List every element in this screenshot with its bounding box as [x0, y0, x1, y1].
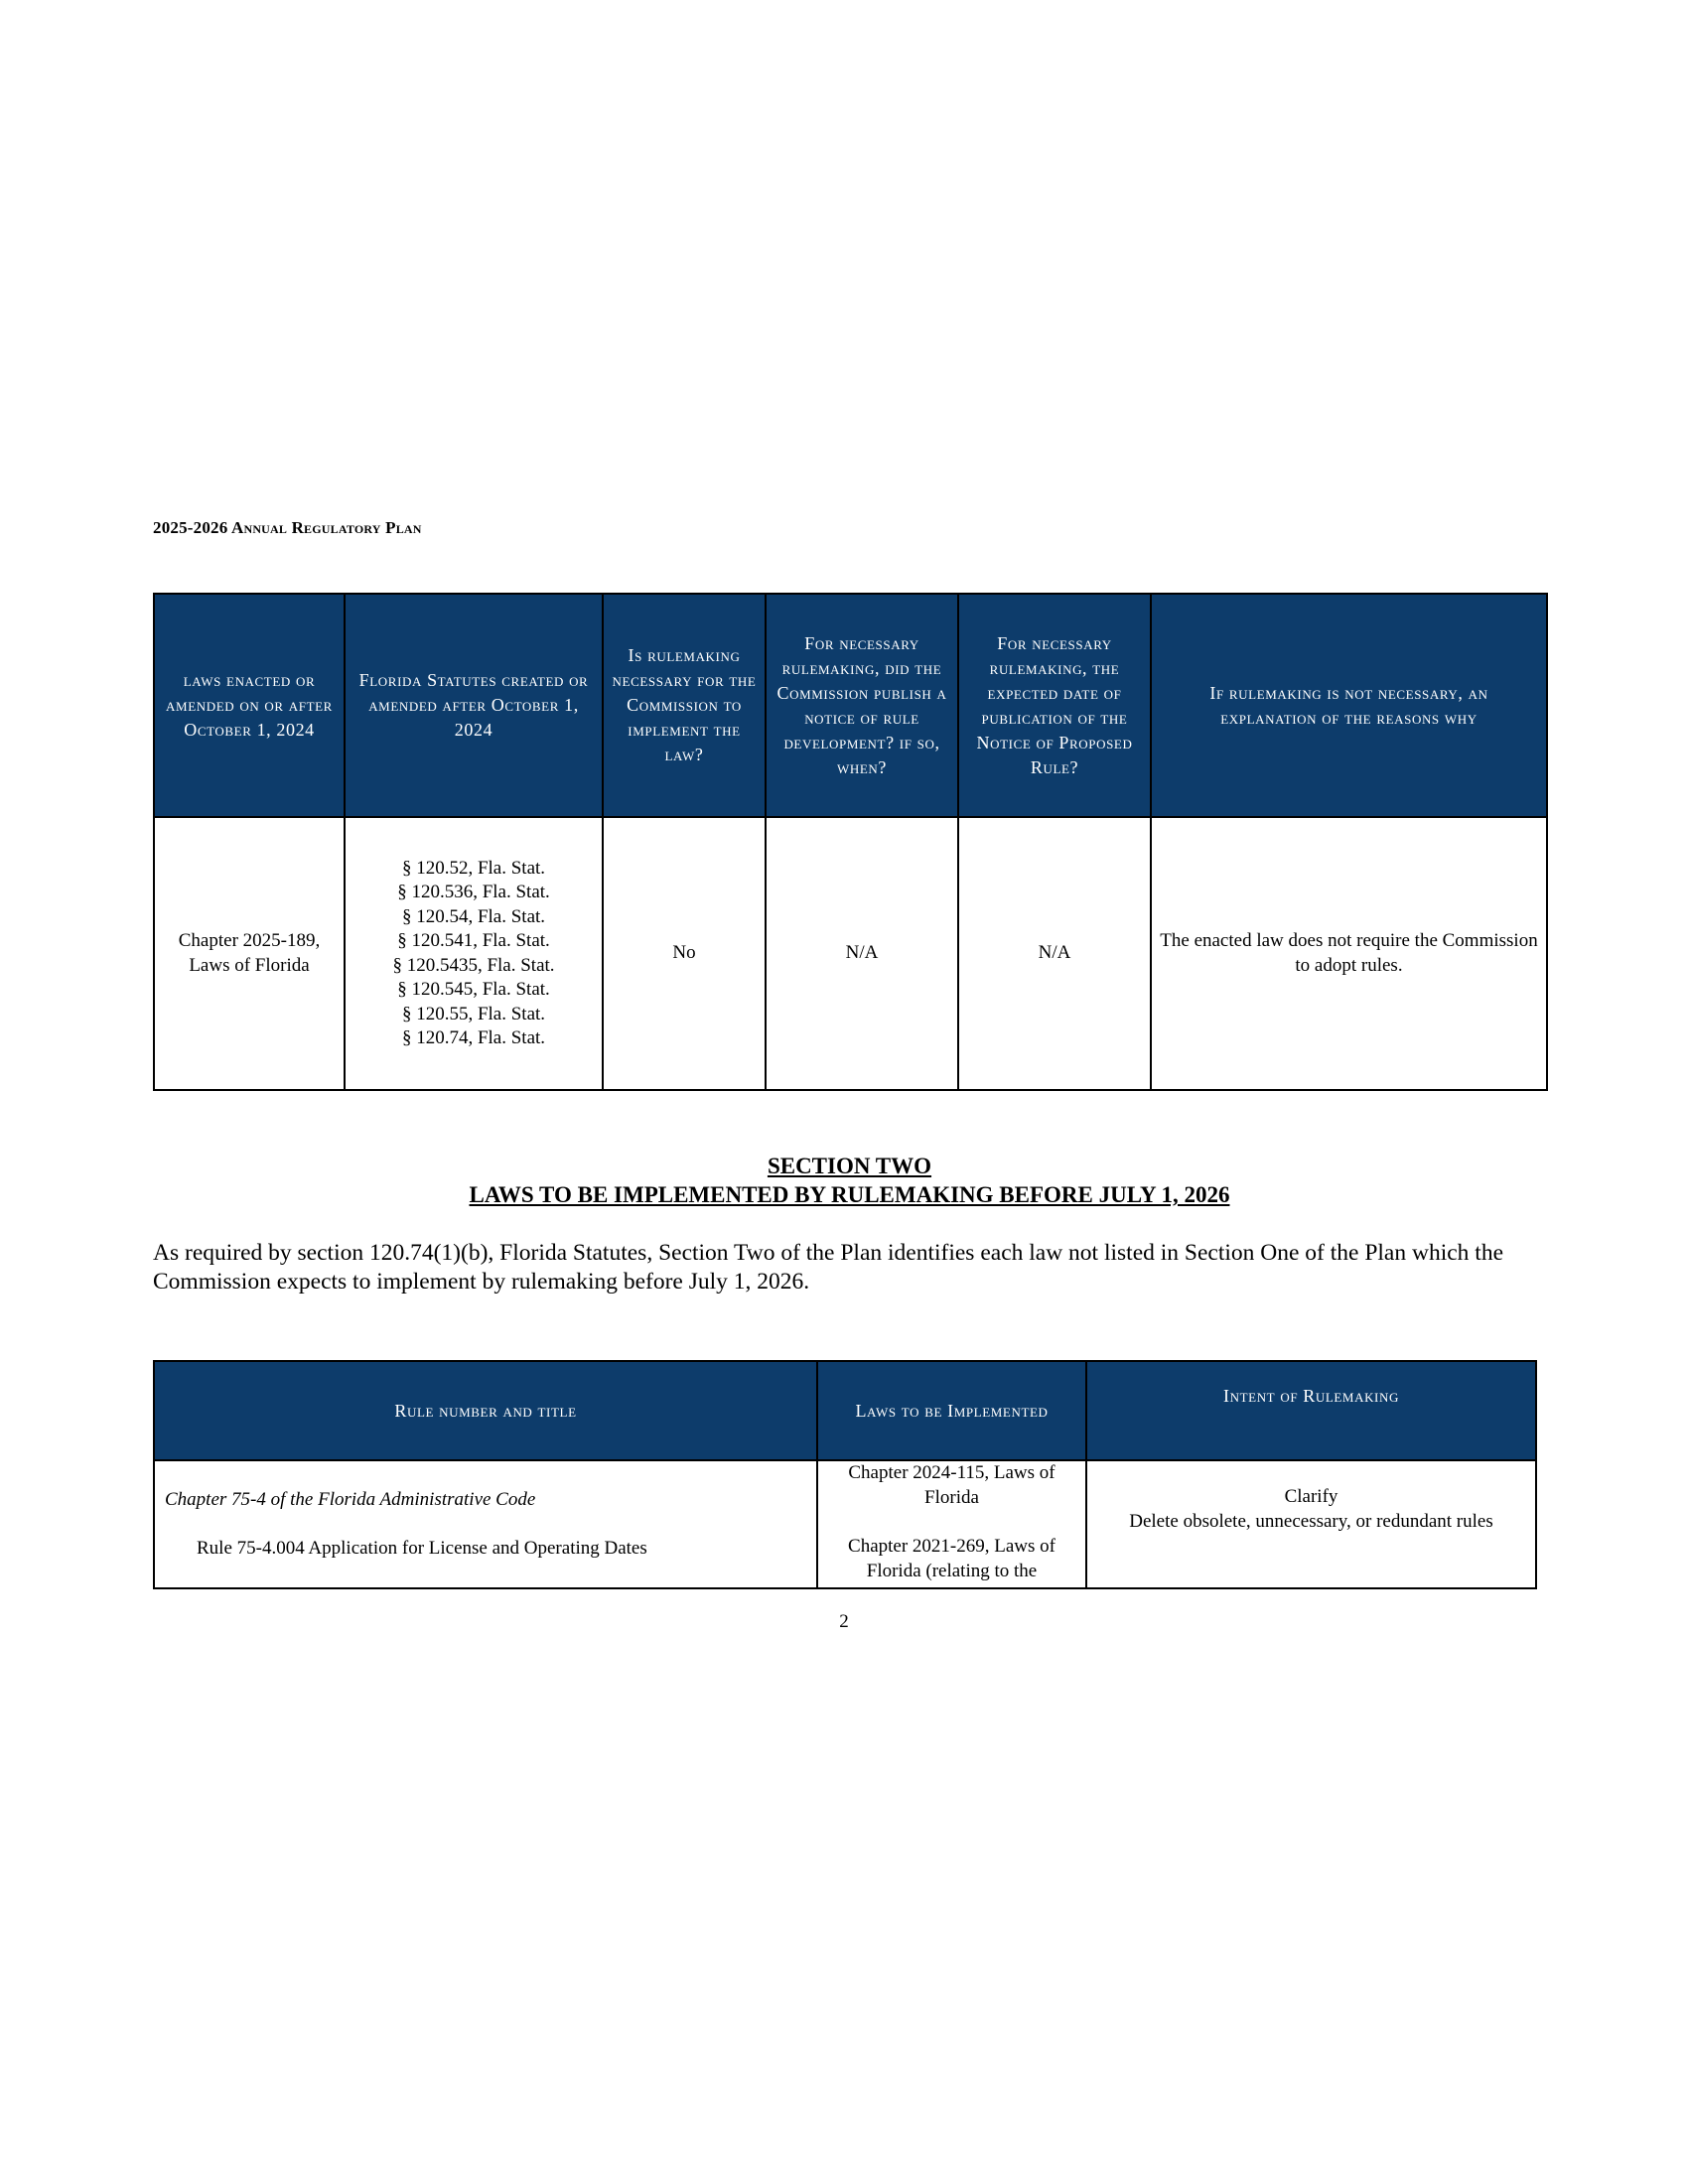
statutes-cell [345, 817, 603, 1090]
intent-line: Clarify [1284, 1486, 1338, 1507]
column-header-explanation: If rulemaking is not necessary, an explanation of the reasons why [1151, 594, 1547, 817]
column-header-rule-number: Rule number and title [154, 1361, 817, 1460]
section-subtitle: LAWS TO BE IMPLEMENTED BY RULEMAKING BEFORE JULY 1, 2026 [469, 1182, 1230, 1207]
law-entry: Chapter 2021-269, Laws of Florida (relating to the [848, 1536, 1055, 1581]
column-header-notice-published: For necessary rulemaking, did the Commission publish a notice of rule development? if so, when? [766, 594, 958, 817]
section-title: SECTION TWO [767, 1154, 932, 1178]
section-intro-paragraph: As required by section 120.74(1)(b), Florida Statutes, Section Two of the Plan identifies each law not listed in Section One of the Plan which the Commission expects to implement by rulemaking before July 1, 2026. [153, 1240, 1503, 1295]
law-cell: Chapter 2025-189, Laws of Florida [154, 817, 345, 1090]
table-row [154, 817, 1547, 1090]
statute-line: § 120.536, Fla. Stat. [397, 882, 550, 902]
laws-cell [817, 1460, 1086, 1588]
intent-line: Delete obsolete, unnecessary, or redundant rules [1129, 1510, 1493, 1532]
table-header-row [154, 1361, 1536, 1460]
page-number: 2 [839, 1611, 849, 1632]
page-header: 2025-2026 Annual Regulatory Plan [153, 518, 422, 537]
expected-date-cell: N/A [958, 817, 1151, 1090]
column-header-intent: Intent of Rulemaking [1086, 1361, 1536, 1460]
statute-line: § 120.545, Fla. Stat. [397, 979, 550, 1000]
column-header-florida-statutes: Florida Statutes created or amended after October 1, 2024 [345, 594, 603, 817]
section-two-heading [153, 1152, 1546, 1209]
laws-enacted-table [153, 593, 1548, 1091]
table-header-row [154, 594, 1547, 817]
law-entry: Chapter 2024-115, Laws of Florida [848, 1462, 1055, 1508]
intent-cell [1086, 1460, 1536, 1588]
column-header-expected-date: For necessary rulemaking, the expected date of publication of the Notice of Proposed Rule? [958, 594, 1151, 817]
rule-chapter: Chapter 75-4 of the Florida Administrative Code [165, 1489, 536, 1510]
rule-cell [154, 1460, 817, 1588]
notice-published-cell: N/A [766, 817, 958, 1090]
column-header-rulemaking-necessary: Is rulemaking necessary for the Commission to implement the law? [603, 594, 766, 817]
table-row [154, 1460, 1536, 1588]
column-header-laws-implemented: Laws to be Implemented [817, 1361, 1086, 1460]
necessary-cell: No [603, 817, 766, 1090]
column-header-laws-enacted: laws enacted or amended on or after October 1, 2024 [154, 594, 345, 817]
statute-line: § 120.55, Fla. Stat. [401, 1003, 546, 1024]
rule-item: Rule 75-4.004 Application for License and Operating Dates [197, 1537, 647, 1559]
statute-line: § 120.52, Fla. Stat. [401, 857, 546, 879]
statute-line: § 120.74, Fla. Stat. [401, 1027, 546, 1048]
explanation-cell: The enacted law does not require the Commission to adopt rules. [1151, 817, 1547, 1090]
statute-line: § 120.5435, Fla. Stat. [392, 954, 555, 976]
statute-line: § 120.541, Fla. Stat. [397, 930, 550, 951]
statute-line: § 120.54, Fla. Stat. [401, 905, 546, 927]
rules-table [153, 1360, 1537, 1589]
